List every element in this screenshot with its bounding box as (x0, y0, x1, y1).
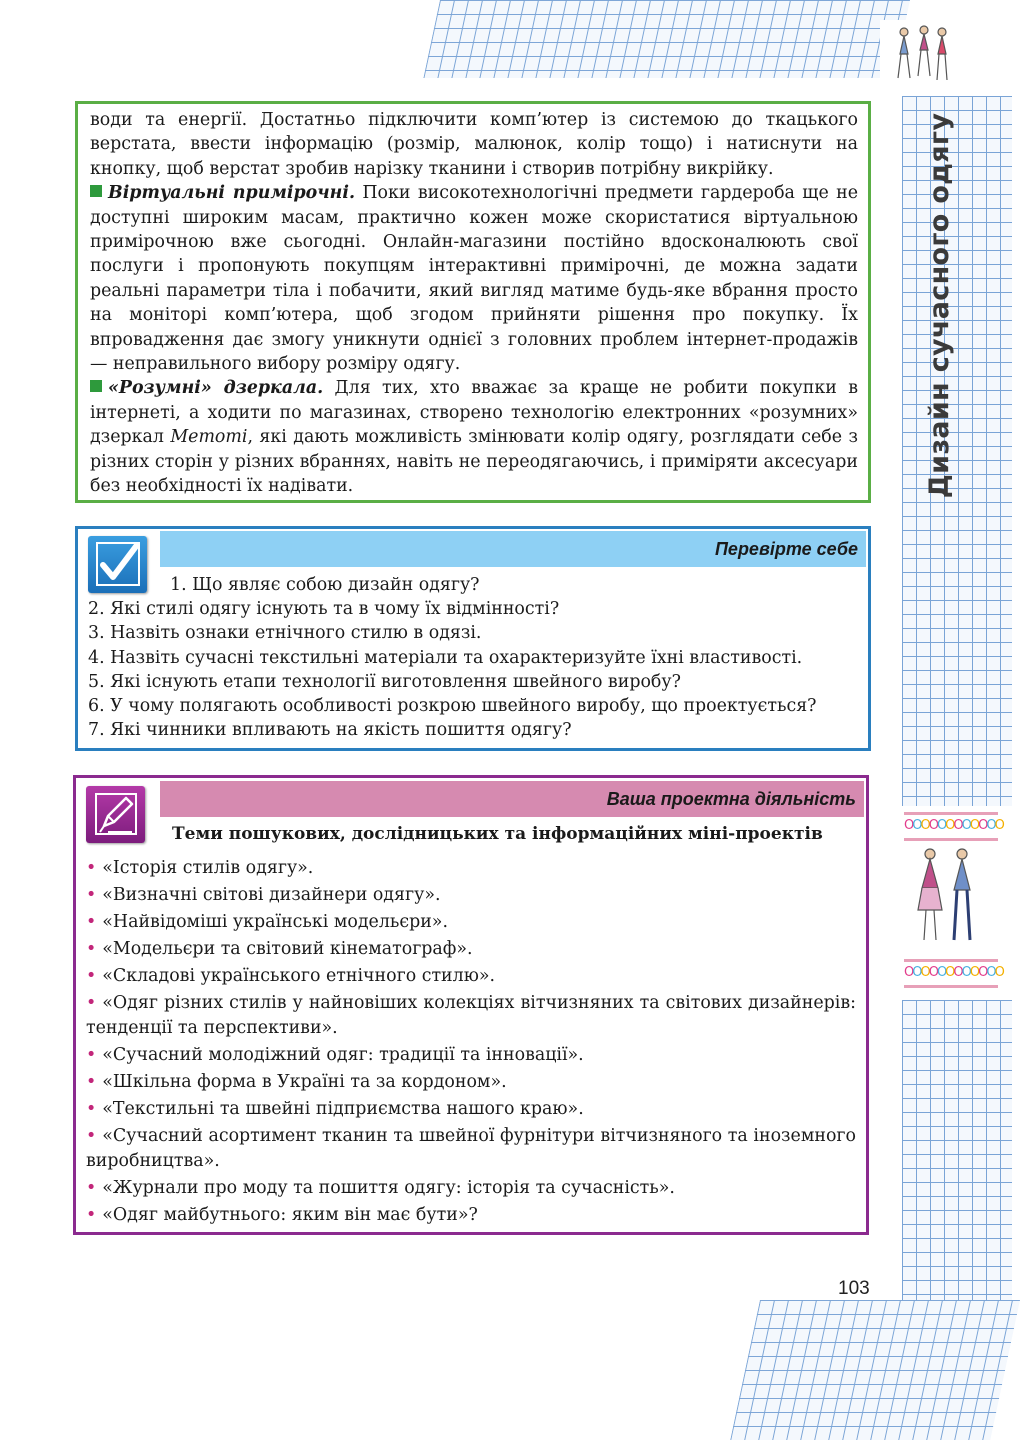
list-item (86, 1097, 856, 1122)
topic-list (86, 856, 856, 1230)
grid-paper-top-decoration (423, 0, 910, 78)
bullet-icon: • (86, 1126, 97, 1147)
ring-divider-line (904, 959, 998, 962)
rings-decoration: OOOOOOOOOOOO (904, 818, 1003, 833)
bullet-icon: • (86, 1178, 97, 1199)
smart-mirrors-title: «Розумні» дзеркала. (108, 378, 324, 399)
topic-text: «Шкільна форма в Україні та за кордоном». (102, 1072, 507, 1093)
bullet-icon: • (86, 1099, 97, 1120)
list-item: 5. Які існують етапи технології виготовлення швейного виробу? (88, 671, 681, 692)
page-number: 103 (838, 1278, 870, 1299)
list-item (86, 964, 856, 989)
topic-text: «Одяг майбутнього: яким він має бути»? (102, 1205, 478, 1226)
bullet-icon: • (86, 1072, 97, 1093)
list-item (86, 1124, 856, 1173)
list-item: 3. Назвіть ознаки етнічного стилю в одязі. (88, 623, 482, 644)
topic-text: «Сучасний молодіжний одяг: традиції та інновації». (102, 1045, 584, 1066)
paragraph-smart-mirrors (90, 376, 858, 498)
chapter-side-title (912, 112, 968, 498)
topic-text: «Одяг різних стилів у найновіших колекціях вітчизняних та світових дизайнерів: тенденції та перспективи». (86, 993, 856, 1039)
smart-mirrors-text-a: Для тих, хто вважає за краще не робити покупки в інтернеті, а ходити по магазинах, створено технологію електронних «розумних» дзеркал (90, 378, 858, 448)
list-item (86, 1043, 856, 1068)
rings-decoration: OOOOOOOOOOOO (904, 965, 1003, 980)
topic-text: «Найвідоміші українські модельєри». (102, 912, 448, 933)
bullet-icon: • (86, 939, 97, 960)
smart-mirrors-text-b: , які дають можливість змінювати колір одягу, розглядати себе з різних сторін у різних вбраннях, навіть не переодягаючись, і приміряти аксесуари без необхідності їх надівати. (90, 427, 858, 497)
project-activity-box (73, 775, 869, 1235)
topic-text: «Складові українського етнічного стилю». (102, 966, 496, 987)
list-item (86, 883, 856, 908)
bullet-icon: • (86, 912, 97, 933)
topic-text: «Сучасний асортимент тканин та швейної фурнітури вітчизняного та іноземного виробництва». (86, 1126, 856, 1172)
list-item (86, 910, 856, 935)
list-item (86, 1070, 856, 1095)
virtual-fitting-title: Віртуальні примірочні. (108, 183, 356, 204)
list-item: 7. Які чинники впливають на якість пошиття одягу? (88, 720, 572, 741)
list-item (86, 991, 856, 1040)
info-text-box (75, 101, 871, 503)
bullet-icon: • (86, 966, 97, 987)
question-list (88, 573, 858, 742)
project-header: Ваша проектна діяльність (160, 781, 864, 817)
ring-divider-line (904, 838, 998, 841)
green-square-bullet-icon (90, 185, 102, 197)
ring-divider-line (904, 985, 998, 988)
list-item (86, 1176, 856, 1201)
bullet-icon: • (86, 1205, 97, 1226)
self-check-header: Перевірте себе (160, 531, 866, 567)
bullet-icon: • (86, 1045, 97, 1066)
memomi-term: Memomi (170, 427, 248, 448)
list-item (86, 856, 856, 881)
bullet-icon: • (86, 885, 97, 906)
list-item: 4. Назвіть сучасні текстильні матеріали та охарактеризуйте їхні властивості. (88, 647, 803, 668)
paragraph-virtual-fitting (90, 181, 858, 376)
list-item (86, 937, 856, 962)
self-check-box (75, 526, 871, 751)
project-subheading: Теми пошукових, дослідницьких та інформаційних міні-проектів (172, 824, 823, 844)
fashion-figures-illustration-2 (902, 840, 998, 950)
list-item (86, 1203, 856, 1228)
chapter-side-title-text: Дизайн сучасного одягу (924, 112, 956, 498)
list-item: 6. У чому полягають особливості розкрою швейного виробу, що проектується? (88, 696, 817, 717)
grid-paper-right-lower-decoration (902, 1000, 1012, 1320)
bullet-icon: • (86, 858, 97, 878)
ring-divider-line (904, 812, 998, 815)
list-item: 2. Які стилі одягу існують та в чому їх відмінності? (88, 599, 560, 620)
bullet-icon: • (86, 993, 97, 1014)
topic-text: «Визначні світові дизайнери одягу». (102, 885, 441, 906)
topic-text: «Журнали про моду та пошиття одягу: історія та сучасність». (102, 1178, 675, 1199)
topic-text: «Історія стилів одягу». (102, 858, 314, 878)
topic-text: «Текстильні та швейні підприємства нашого краю». (102, 1099, 584, 1120)
virtual-fitting-text: Поки високотехнологічні предмети гардероба ще не доступні широким масам, практично кожен може скористатися віртуальною примірочною вже сьогодні. Онлайн-магазини постійно вдосконалюють свої послуги і пропонують покупцям інтерактивні примірочні, де можна задати реальні параметри тіла і побачити, який вигляд матиме будь-яке вбрання просто на моніторі комп’ютера, щоб згодом прийняти рішення про покупку. Їх впровадження дає змогу уникнути однієї з головних проблем інтернет-продажів — неправильного вибору розміру одягу. (90, 183, 858, 375)
paragraph-1: води та енергії. Достатньо підключити комп’ютер із системою до ткацького верстата, ввести інформацію (розмір, малюнок, колір тощо) і натиснути на кнопку, щоб верстат зробив нарізку тканини і створив потрібну викрійку. (90, 110, 858, 179)
fashion-figures-illustration (880, 20, 998, 90)
topic-text: «Модельєри та світовий кінематограф». (102, 939, 473, 960)
grid-paper-bottom-decoration (730, 1300, 1020, 1440)
list-item: 1. Що являє собою дизайн одягу? (170, 575, 480, 595)
green-square-bullet-icon (90, 380, 102, 392)
pencil-icon (86, 786, 145, 843)
